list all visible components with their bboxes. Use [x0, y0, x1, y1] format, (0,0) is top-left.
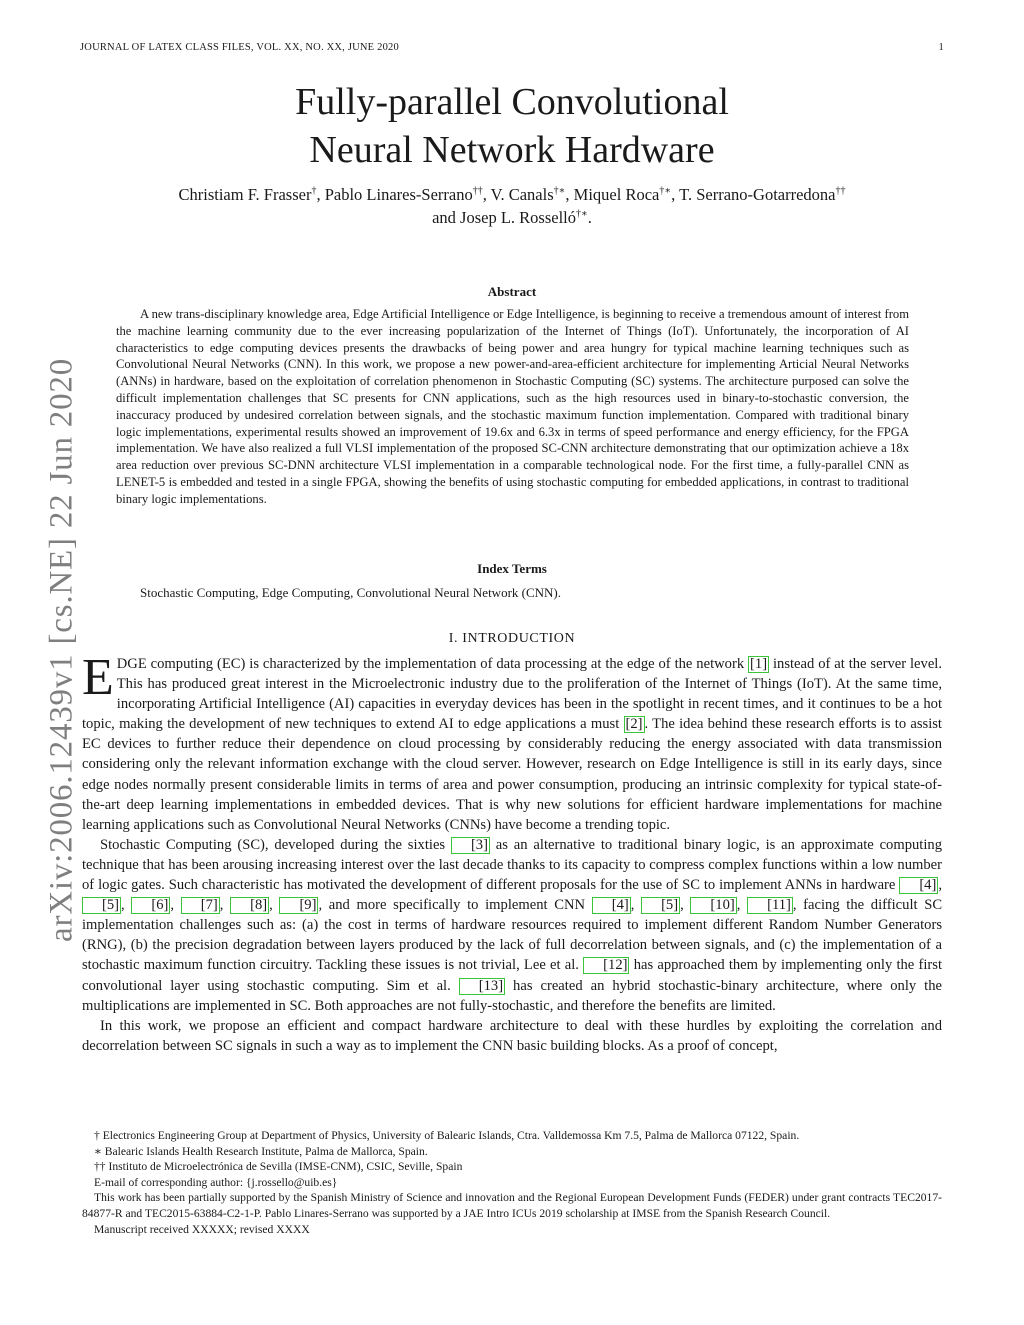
citation-link[interactable]: [10] [690, 897, 736, 914]
abstract-text: A new trans-disciplinary knowledge area, Edge Artificial Intelligence or Edge Intelligence, is beginning to receive a tremendous amount of interest from the machine learning community due to the ever increasing popularization of the Internet of Things (IoT). Unfortunately, the incorporation of AI characteristics to edge computing devices presents the drawbacks of being power and area hungry for typical machine learning techniques such as Convolutional Neural Networks (CNN). In this work, we propose a new power-and-area-efficient architecture for implementing Articial Neural Networks (ANNs) in hardware, based on the exploitation of correlation phenomenon in Stochastic Computing (SC) systems. The architecture purposed can solve the difficult implementation challenges that SC presents for CNN applications, such as the high resources used in binary-to-stochastic conversion, the inaccuracy produced by undesired correlation between signals, and the stochastic maximum function implementation. Compared with traditional binary logic implementations, experimental results showed an improvement of 19.6x and 6.3x in terms of speed performance and energy efficiency, for the FPGA implementation. We have also realized a full VLSI implementation of the proposed SC-CNN architecture demonstrating that our optimization achieve a 18x area reduction over previous SC-DNN architecture VLSI implementation in a comparable technological node. For the first time, a fully-parallel CNN as LENET-5 is embedded and tested in a single FPGA, showing the benefits of using stochastic computing for embedded applications, in contrast to traditional binary logic implementations. [116, 307, 909, 506]
text-run: , [269, 897, 280, 914]
index-terms-heading: Index Terms [477, 561, 547, 576]
text-run: has created an hybrid stochastic-binary architecture, where only the multiplications are implemented in SC. Both approaches are not fully-stochastic, and therefore the benefits are limited. [82, 977, 942, 1014]
text-run: Stochastic Computing (SC), developed during the sixties [100, 836, 451, 853]
text-run: , [680, 897, 691, 914]
affiliation-mark: †∗ [553, 185, 566, 197]
text-run: , [630, 897, 642, 914]
footnote-affiliation-1: † Electronics Engineering Group at Department of Physics, University of Balearic Islands, Ctra. Valldemossa Km 7.5, Palma de Mallorca 07122, Spain. [94, 1129, 800, 1142]
author-name: , T. Serrano-Gotarredona [671, 185, 836, 204]
footnote-affiliation-3: †† Instituto de Microelectrónica de Sevilla (IMSE-CNM), CSIC, Seville, Spain [94, 1160, 463, 1174]
paragraph-2 [82, 835, 942, 1016]
drop-cap: E [82, 649, 114, 706]
citation-link[interactable]: [4] [592, 897, 631, 914]
affiliation-mark: † [311, 185, 317, 197]
title-line-1: Fully-parallel Convolutional [295, 81, 729, 123]
text-run: , [121, 897, 132, 914]
author-name: , Miquel Roca [565, 185, 660, 204]
paper-title [80, 78, 944, 174]
section-heading [80, 631, 944, 647]
citation-link[interactable]: [4] [899, 877, 938, 894]
paragraph-1 [82, 649, 943, 835]
section-title-initial: I [462, 631, 468, 646]
text-run: , [170, 897, 181, 914]
introduction-body [82, 649, 943, 1056]
text-run: , [938, 877, 942, 894]
citation-link[interactable]: [5] [82, 897, 121, 914]
author-punct: . [587, 208, 592, 227]
text-run: . The idea behind these research efforts is to assist EC devices to further reduce their dependence on cloud processing by considerably reducing the energy associated with data transmission considering only the relevant information exchange with the cloud server. However, research on Edge Intelligence is still in its early days, since edge nodes normally present considerable limits in terms of area and power consumption, producing an intrinsic complexity for typical state-of-the-art deep learning implementations in embedded devices. That is why new solutions for efficient hardware implementations for machine learning applications such as Convolutional Neural Networks (CNNs) have become a trending topic. [82, 716, 942, 833]
citation-link[interactable]: [9] [279, 897, 318, 914]
citation-link[interactable]: [3] [451, 837, 490, 854]
footnote-funding: This work has been partially supported by the Spanish Ministry of Science and innovation and the Regional European Development Funds (FEDER) under grant contracts TEC2017-84877-R and TEC2015-63884-C2-1-P. Pablo Linares-Serrano was supported by a JAE Intro ICUs 2019 scholarship at IMSE from the Spanish Research Council. [82, 1191, 942, 1220]
author-name: and Josep L. Rosselló [432, 208, 576, 227]
text-run: , and more specifically to implement CNN [318, 897, 592, 914]
footnotes [82, 1128, 942, 1237]
author-list [80, 183, 944, 229]
title-line-2: Neural Network Hardware [309, 129, 715, 171]
arxiv-stamp: arXiv:2006.12439v1 [cs.NE] 22 Jun 2020 [43, 357, 80, 943]
footnote-manuscript: Manuscript received XXXXX; revised XXXX [94, 1222, 310, 1236]
index-terms-text: Stochastic Computing, Edge Computing, Convolutional Neural Network (CNN). [140, 585, 562, 600]
text-run: has approached them by implementing only the first convolutional layer using stochastic computing. Sim et al. [82, 957, 943, 994]
citation-link[interactable]: [2] [625, 716, 643, 733]
text-run: DGE computing (EC) is characterized by the implementation of data processing at the edge of the network [116, 656, 749, 672]
abstract-heading: Abstract [487, 284, 537, 299]
page-number: 1 [938, 42, 944, 53]
citation-link[interactable]: [13] [459, 978, 505, 995]
citation-link[interactable]: [5] [641, 897, 680, 914]
citation-link[interactable]: [11] [747, 897, 793, 914]
citation-link[interactable]: [7] [181, 897, 220, 914]
text-run: as an alternative to traditional binary logic, is an approximate computing technique that has been arousing increasing interest over the last decade thanks to its capacity to compress complex functions within a low number of logic gates. Such characteristic has motivated the development of different proposals for the use of SC to implement ANNs in hardware [82, 836, 942, 894]
author-name: Christiam F. Frasser [178, 185, 312, 204]
author-line-2 [80, 206, 944, 229]
citation-link[interactable]: [1] [750, 656, 768, 672]
affiliation-mark: †∗ [576, 208, 588, 220]
running-head: JOURNAL OF LATEX CLASS FILES, VOL. XX, NO. XX, JUNE 2020 [80, 42, 399, 53]
author-name: , V. Canals [482, 185, 554, 204]
citation-link[interactable]: [6] [131, 897, 170, 914]
affiliation-mark: †† [472, 185, 483, 197]
author-name: , Pablo Linares-Serrano [316, 185, 473, 204]
text-run: , [219, 897, 231, 914]
citation-link[interactable]: [8] [230, 897, 269, 914]
author-line-1 [80, 183, 944, 206]
section-number: I. [448, 631, 463, 646]
text-run: , facing the difficult SC implementation challenges such as: (a) the cost in terms of hardware resources required to implement different Random Number Generators (RNG), (b) the precision degradation between layers produced by the lack of full decorrelation between signals, and (c) the implementation of a stochastic maximum function circuitry. Tackling these issues is not trivial, Lee et al. [82, 897, 943, 974]
paragraph-3: In this work, we propose an efficient and compact hardware architecture to deal with these hurdles by exploiting the correlation and decorrelation between SC signals in such a way as to implement the CNN basic building blocks. As a proof of concept, [82, 1017, 942, 1054]
text-run: , [736, 897, 748, 914]
footnote-affiliation-2: ∗ Balearic Islands Health Research Institute, Palma de Mallorca, Spain. [94, 1144, 428, 1158]
affiliation-mark: †† [835, 185, 846, 197]
text-run: instead of at the server level. This has produced great interest in the Microelectronic industry due to the proliferation of the Internet of Things (IoT). At the same time, incorporating Artificial Intelligence (AI) capacities in everyday devices has been in the spotlight in recent times, and it continues to be a hot topic, making the development of new techniques to extend AI to edge applications a must [82, 656, 943, 733]
citation-link[interactable]: [12] [583, 957, 629, 974]
affiliation-mark: †∗ [659, 185, 672, 197]
section-title-rest: NTRODUCTION [467, 631, 576, 646]
footnote-email: E-mail of corresponding author: {j.rossello@uib.es} [94, 1175, 338, 1189]
